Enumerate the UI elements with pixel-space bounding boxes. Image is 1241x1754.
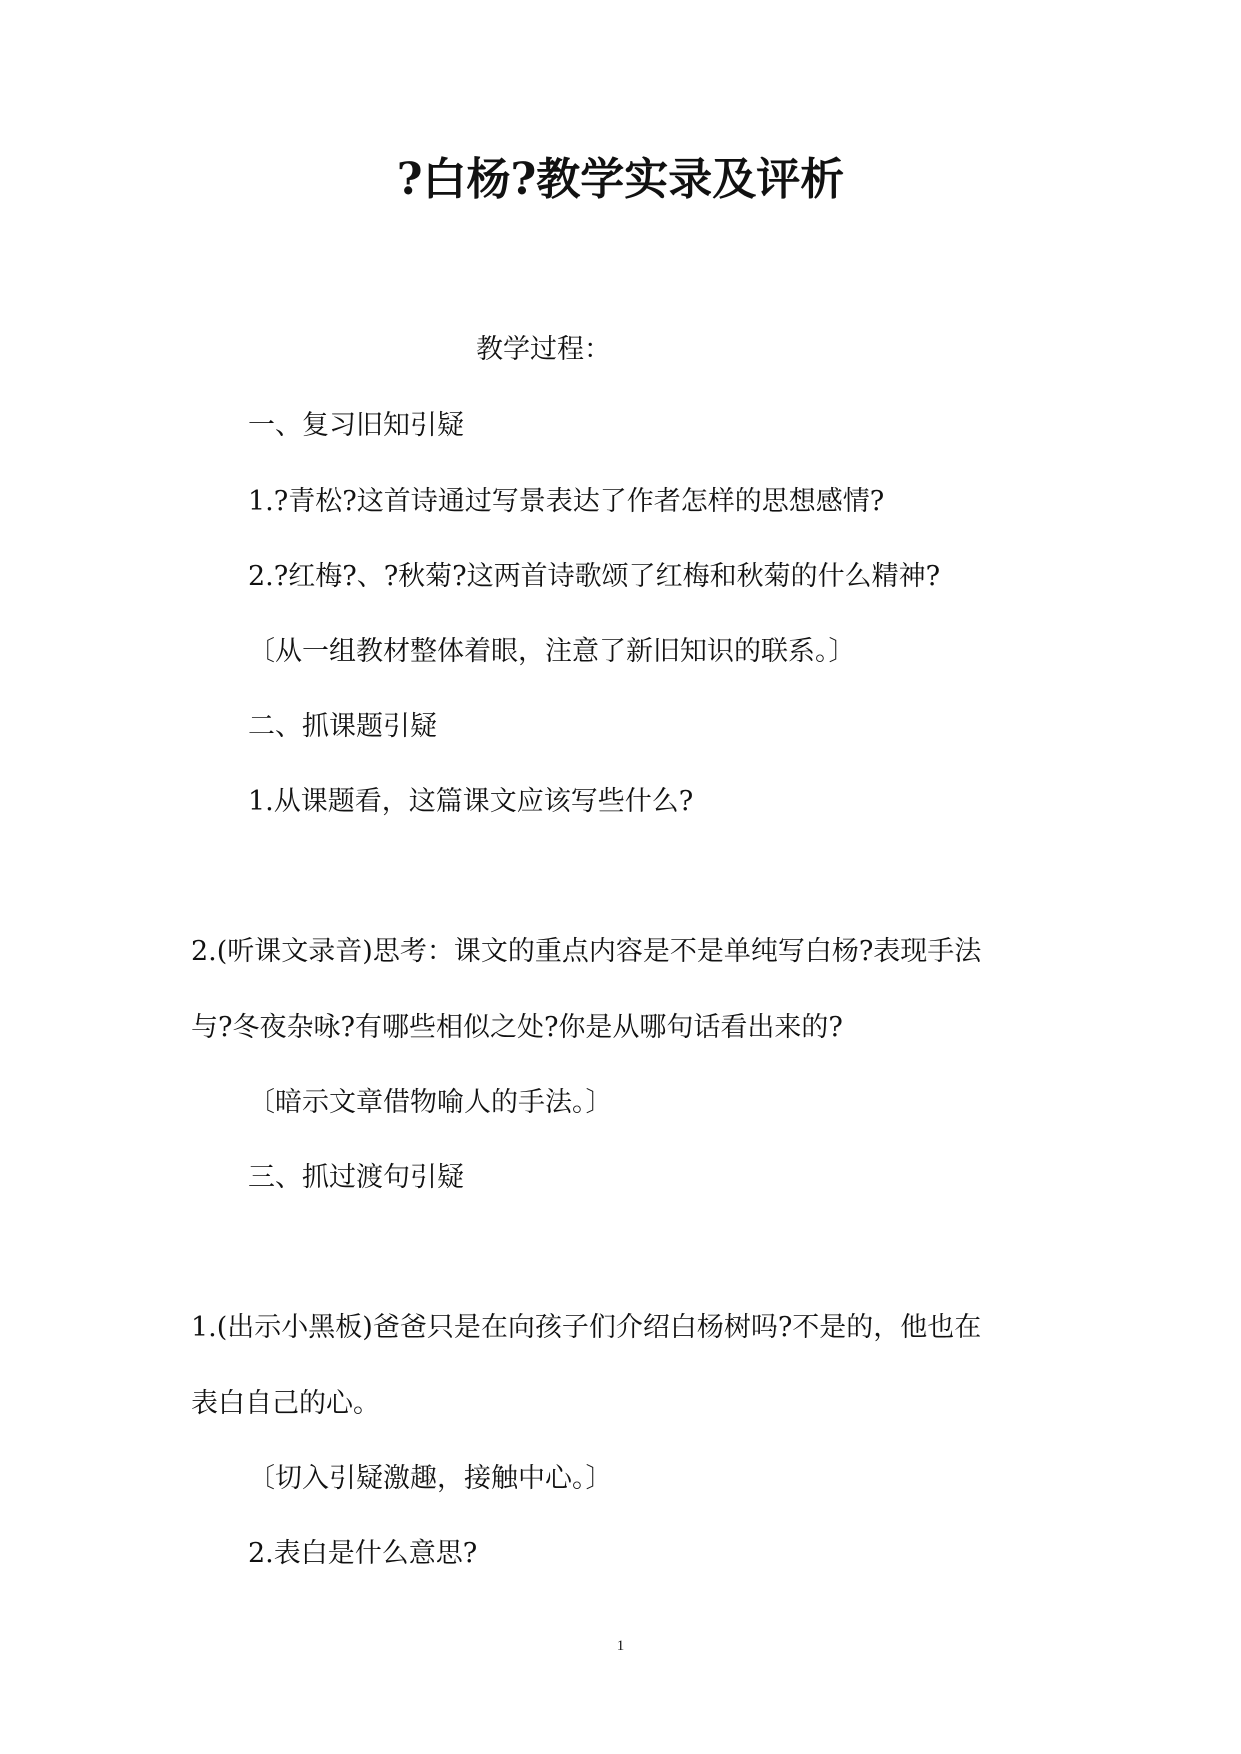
paragraph-line: 〔从一组教材整体着眼，注意了新旧知识的联系。〕 [248, 636, 856, 667]
paragraph-line: 1.?青松?这首诗通过写景表达了作者怎样的思想感情? [248, 486, 885, 517]
document-title: ?白杨?教学实录及评析 [396, 154, 845, 205]
paragraph-line: 2.(听课文录音)思考：课文的重点内容是不是单纯写白杨?表现手法 [191, 936, 982, 967]
page-number: 1 [616, 1638, 625, 1654]
paragraph-line: 二、抓课题引疑 [248, 711, 437, 742]
section-heading: 教学过程： [476, 334, 611, 365]
paragraph-line: 1.从课题看，这篇课文应该写些什么? [248, 786, 694, 817]
paragraph-line: 2.表白是什么意思? [248, 1538, 478, 1569]
paragraph-line: 表白自己的心。 [191, 1388, 380, 1419]
paragraph-line: 1.(出示小黑板)爸爸只是在向孩子们介绍白杨树吗?不是的，他也在 [191, 1312, 982, 1343]
paragraph-line: 2.?红梅?、?秋菊?这两首诗歌颂了红梅和秋菊的什么精神? [248, 561, 941, 592]
paragraph-line: 〔暗示文章借物喻人的手法。〕 [248, 1087, 613, 1118]
paragraph-line: 与?冬夜杂咏?有哪些相似之处?你是从哪句话看出来的? [191, 1012, 843, 1043]
paragraph-line: 三、抓过渡句引疑 [248, 1162, 464, 1193]
paragraph-line: 〔切入引疑激趣，接触中心。〕 [248, 1463, 613, 1494]
paragraph-line: 一、复习旧知引疑 [248, 410, 464, 441]
